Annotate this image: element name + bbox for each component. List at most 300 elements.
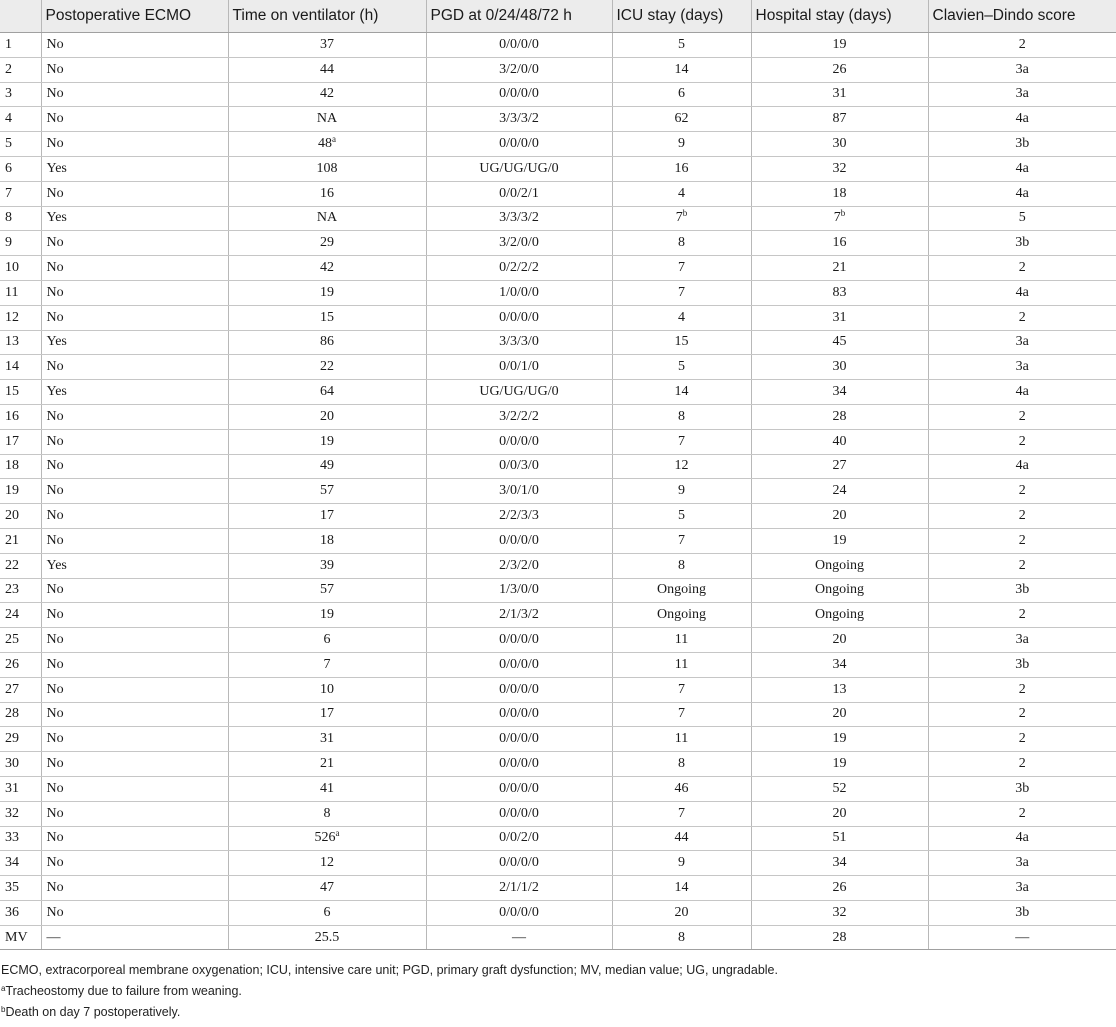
- cell-patient: [0, 801, 41, 826]
- cell-ventilator: [228, 206, 426, 231]
- cell-hospital-value: 20: [832, 508, 847, 524]
- cell-patient-value: 2: [5, 61, 12, 77]
- cell-patient-value: 18: [5, 458, 19, 474]
- cell-clavien-value: 2: [1018, 532, 1026, 548]
- cell-ecmo-value: No: [46, 632, 64, 648]
- cell-hospital-value: 34: [832, 384, 847, 400]
- cell-clavien: [928, 82, 1116, 107]
- cell-clavien-value: 2: [1018, 309, 1026, 325]
- cell-hospital-value: 40: [832, 433, 847, 449]
- cell-clavien: [928, 107, 1116, 132]
- cell-icu-value: 44: [674, 830, 689, 846]
- cell-ecmo-value: No: [46, 508, 64, 524]
- table-row: [0, 355, 1116, 380]
- cell-ecmo: [41, 454, 228, 479]
- cell-clavien-value: 5: [1018, 210, 1026, 226]
- cell-clavien: [928, 206, 1116, 231]
- cell-pgd-value: 1/0/0/0: [499, 284, 539, 300]
- cell-ecmo: [41, 702, 228, 727]
- cell-patient: [0, 702, 41, 727]
- header-icu: ICU stay (days): [612, 0, 751, 33]
- cell-icu: [612, 752, 751, 777]
- cell-clavien-value: 4a: [1015, 830, 1029, 846]
- cell-hospital-value: 27: [832, 458, 847, 474]
- cell-patient: [0, 107, 41, 132]
- cell-pgd: [426, 206, 612, 231]
- cell-icu: [612, 231, 751, 256]
- cell-pgd-value: 2/1/1/2: [499, 879, 539, 895]
- cell-hospital: [751, 280, 928, 305]
- cell-pgd: [426, 380, 612, 405]
- table-row: [0, 404, 1116, 429]
- cell-ecmo-value: Yes: [46, 334, 67, 350]
- cell-ecmo-value: No: [46, 408, 64, 424]
- cell-hospital: [751, 628, 928, 653]
- cell-clavien-value: 3b: [1015, 136, 1030, 152]
- table-row: [0, 454, 1116, 479]
- cell-patient-value: 32: [5, 805, 19, 821]
- cell-hospital-value: Ongoing: [815, 582, 864, 598]
- cell-pgd: [426, 33, 612, 58]
- cell-clavien-value: 4a: [1015, 185, 1029, 201]
- cell-clavien: [928, 628, 1116, 653]
- cell-icu: [612, 776, 751, 801]
- table-row: [0, 628, 1116, 653]
- cell-hospital: [751, 181, 928, 206]
- cell-hospital-value: 52: [832, 780, 847, 796]
- cell-pgd-value: 0/2/2/2: [499, 260, 539, 276]
- cell-icu: [612, 330, 751, 355]
- cell-icu-value: 7: [678, 681, 685, 697]
- cell-ventilator: [228, 603, 426, 628]
- cell-ventilator-value: 57: [320, 483, 334, 499]
- cell-patient: [0, 504, 41, 529]
- cell-hospital: [751, 380, 928, 405]
- cell-hospital: [751, 454, 928, 479]
- cell-clavien-value: 2: [1018, 483, 1026, 499]
- cell-patient-value: MV: [5, 929, 28, 945]
- cell-ventilator: [228, 156, 426, 181]
- cell-icu-value: 8: [678, 929, 685, 945]
- cell-icu: [612, 429, 751, 454]
- cell-pgd: [426, 677, 612, 702]
- header-patient: [0, 0, 41, 33]
- cell-icu: [612, 801, 751, 826]
- cell-icu: [612, 652, 751, 677]
- cell-hospital-value: 83: [832, 284, 847, 300]
- cell-ecmo-value: No: [46, 855, 64, 871]
- cell-ventilator-value: 22: [320, 359, 334, 375]
- cell-ecmo: [41, 33, 228, 58]
- cell-pgd-value: UG/UG/UG/0: [479, 384, 559, 400]
- cell-ventilator-value: NA: [316, 210, 338, 226]
- cell-hospital-value: 19: [832, 756, 847, 771]
- cell-ecmo: [41, 181, 228, 206]
- cell-hospital: [751, 727, 928, 752]
- cell-hospital: [751, 925, 928, 950]
- table-row: [0, 305, 1116, 330]
- cell-patient: [0, 603, 41, 628]
- cell-icu: [612, 553, 751, 578]
- cell-ventilator: [228, 504, 426, 529]
- cell-patient: [0, 628, 41, 653]
- cell-pgd: [426, 330, 612, 355]
- cell-icu: [612, 528, 751, 553]
- cell-clavien: [928, 256, 1116, 281]
- cell-clavien-value: 3a: [1015, 632, 1029, 648]
- cell-clavien-value: 2: [1018, 557, 1026, 573]
- cell-patient-value: 1: [5, 36, 12, 52]
- header-ventilator: Time on ventilator (h): [228, 0, 426, 33]
- cell-clavien: [928, 925, 1116, 950]
- cell-pgd-value: 0/0/0/0: [499, 36, 539, 52]
- cell-hospital-value: 26: [832, 61, 847, 77]
- cell-patient-value: 3: [5, 86, 12, 102]
- cell-icu-value: 7: [678, 706, 685, 722]
- cell-patient: [0, 33, 41, 58]
- cell-patient-value: 9: [5, 235, 12, 251]
- cell-ventilator-value: 64: [320, 384, 334, 400]
- cell-ecmo-value: No: [46, 656, 64, 672]
- cell-clavien-value: 2: [1018, 607, 1026, 623]
- cell-pgd-value: 0/0/0/0: [499, 632, 539, 648]
- table-row: [0, 677, 1116, 702]
- cell-clavien: [928, 156, 1116, 181]
- cell-clavien: [928, 826, 1116, 851]
- table-row: [0, 330, 1116, 355]
- cell-ventilator-value: 37: [320, 36, 334, 52]
- cell-ventilator: [228, 305, 426, 330]
- cell-ventilator: [228, 628, 426, 653]
- cell-patient: [0, 305, 41, 330]
- table-row: [0, 33, 1116, 58]
- cell-pgd-value: 2/2/3/3: [499, 508, 539, 524]
- table-row: [0, 727, 1116, 752]
- cell-clavien: [928, 231, 1116, 256]
- cell-ventilator-value: 86: [320, 334, 334, 350]
- cell-icu-value: 9: [678, 136, 685, 152]
- cell-ecmo-value: No: [46, 36, 64, 52]
- cell-ventilator-value: 42: [320, 86, 334, 102]
- cell-hospital: [751, 876, 928, 901]
- cell-clavien-value: 4a: [1015, 160, 1029, 176]
- cell-icu-value: 9: [678, 855, 685, 871]
- cell-ventilator-value: 29: [320, 235, 334, 251]
- cell-pgd: [426, 826, 612, 851]
- cell-patient-value: 4: [5, 111, 12, 127]
- cell-clavien: [928, 429, 1116, 454]
- cell-ecmo-value: No: [46, 359, 64, 375]
- cell-clavien-value: 2: [1018, 805, 1026, 821]
- cell-ecmo: [41, 876, 228, 901]
- cell-patient: [0, 82, 41, 107]
- cell-icu: [612, 355, 751, 380]
- cell-icu-value: 46: [674, 780, 689, 796]
- table-row: [0, 925, 1116, 950]
- cell-pgd-value: 0/0/0/0: [499, 433, 539, 449]
- cell-icu-value: 4: [678, 185, 685, 201]
- cell-ventilator-value: 12: [320, 855, 334, 871]
- cell-pgd: [426, 752, 612, 777]
- cell-ventilator-value: 49: [320, 458, 334, 474]
- cell-patient-value: 20: [5, 508, 19, 524]
- cell-clavien: [928, 305, 1116, 330]
- cell-hospital: [751, 33, 928, 58]
- cell-clavien-value: 3a: [1015, 855, 1029, 871]
- cell-patient: [0, 578, 41, 603]
- cell-ecmo: [41, 355, 228, 380]
- cell-ventilator: [228, 553, 426, 578]
- cell-hospital: [751, 528, 928, 553]
- cell-pgd: [426, 528, 612, 553]
- cell-ventilator: [228, 33, 426, 58]
- cell-patient: [0, 330, 41, 355]
- cell-clavien: [928, 652, 1116, 677]
- header-row: [0, 0, 1116, 33]
- cell-patient-value: 24: [5, 607, 19, 623]
- cell-ventilator: [228, 826, 426, 851]
- cell-hospital: [751, 206, 928, 231]
- cell-pgd: [426, 256, 612, 281]
- cell-hospital-value: 34: [832, 656, 847, 672]
- cell-pgd: [426, 628, 612, 653]
- cell-ventilator: [228, 404, 426, 429]
- cell-clavien-value: 3b: [1015, 904, 1030, 920]
- cell-hospital: [751, 107, 928, 132]
- cell-pgd-value: 0/0/0/0: [499, 656, 539, 672]
- cell-hospital: [751, 404, 928, 429]
- cell-icu-value: 16: [674, 160, 689, 176]
- cell-hospital: [751, 578, 928, 603]
- table-row: [0, 528, 1116, 553]
- cell-patient: [0, 429, 41, 454]
- cell-icu: [612, 404, 751, 429]
- cell-ecmo: [41, 305, 228, 330]
- cell-ventilator: [228, 752, 426, 777]
- cell-clavien: [928, 504, 1116, 529]
- footnote-a: [1, 981, 1116, 1002]
- cell-ecmo-value: Yes: [46, 557, 67, 573]
- cell-icu-value: 4: [678, 309, 685, 325]
- cell-clavien-value: 3b: [1015, 235, 1030, 251]
- cell-ecmo-value: No: [46, 681, 64, 697]
- cell-icu: [612, 82, 751, 107]
- cell-patient-value: 5: [5, 136, 12, 152]
- cell-patient-value: 23: [5, 582, 19, 598]
- cell-icu: [612, 181, 751, 206]
- cell-icu-value: 6: [678, 86, 685, 102]
- cell-pgd: [426, 454, 612, 479]
- cell-hospital-value: Ongoing: [815, 557, 864, 573]
- cell-icu: [612, 479, 751, 504]
- cell-hospital: [751, 603, 928, 628]
- cell-patient: [0, 776, 41, 801]
- cell-ecmo: [41, 206, 228, 231]
- cell-pgd-value: 3/3/3/2: [499, 210, 539, 226]
- cell-icu: [612, 305, 751, 330]
- cell-ventilator: [228, 454, 426, 479]
- cell-hospital: [751, 900, 928, 925]
- cell-icu-value: 12: [674, 458, 689, 474]
- cell-clavien: [928, 801, 1116, 826]
- cell-clavien: [928, 752, 1116, 777]
- table-row: [0, 578, 1116, 603]
- cell-icu: [612, 677, 751, 702]
- cell-ventilator-value: 42: [320, 260, 334, 276]
- cell-ecmo-value: No: [46, 86, 64, 102]
- cell-clavien-value: 2: [1018, 508, 1026, 524]
- cell-ecmo: [41, 256, 228, 281]
- table-row: [0, 82, 1116, 107]
- cell-pgd-value: 0/0/0/0: [499, 681, 539, 697]
- cell-patient: [0, 206, 41, 231]
- cell-ventilator-value: 41: [320, 780, 334, 796]
- cell-clavien: [928, 776, 1116, 801]
- cell-clavien: [928, 33, 1116, 58]
- cell-patient: [0, 57, 41, 82]
- cell-hospital: [751, 776, 928, 801]
- cell-patient-value: 29: [5, 731, 19, 747]
- cell-ventilator: [228, 578, 426, 603]
- cell-clavien-value: 2: [1018, 433, 1026, 449]
- cell-ecmo-value: No: [46, 458, 64, 474]
- cell-hospital-value: 7: [833, 210, 841, 226]
- cell-patient: [0, 256, 41, 281]
- table-row: [0, 652, 1116, 677]
- cell-ventilator-value: 15: [320, 309, 334, 325]
- cell-icu: [612, 107, 751, 132]
- cell-ventilator: [228, 925, 426, 950]
- cell-pgd-value: 0/0/2/1: [499, 185, 539, 201]
- cell-clavien-value: 2: [1018, 408, 1026, 424]
- cell-ventilator: [228, 801, 426, 826]
- cell-ecmo: [41, 479, 228, 504]
- cell-ecmo: [41, 851, 228, 876]
- cell-patient-value: 15: [5, 384, 19, 400]
- cell-hospital-value: 45: [832, 334, 847, 350]
- table-row: [0, 380, 1116, 405]
- table-row: [0, 156, 1116, 181]
- cell-pgd-value: 0/0/0/0: [499, 309, 539, 325]
- cell-ecmo-value: No: [46, 532, 64, 548]
- cell-ecmo: [41, 107, 228, 132]
- cell-pgd: [426, 404, 612, 429]
- cell-icu: [612, 454, 751, 479]
- cell-patient-value: 27: [5, 681, 19, 697]
- cell-icu-value: 5: [678, 359, 685, 375]
- cell-clavien-value: 4a: [1015, 458, 1029, 474]
- cell-ecmo: [41, 231, 228, 256]
- cell-patient-value: 33: [5, 830, 19, 846]
- cell-hospital-value: 32: [832, 904, 847, 920]
- cell-patient-value: 22: [5, 557, 19, 573]
- cell-ecmo-value: No: [46, 235, 64, 251]
- cell-icu-value: 9: [678, 483, 685, 499]
- cell-ventilator: [228, 702, 426, 727]
- cell-pgd-value: 0/0/0/0: [499, 136, 539, 152]
- cell-ecmo-value: No: [46, 780, 64, 796]
- cell-icu-value: 8: [678, 557, 685, 573]
- cell-hospital: [751, 553, 928, 578]
- cell-patient: [0, 454, 41, 479]
- cell-icu-value: 11: [674, 632, 689, 648]
- cell-ventilator: [228, 107, 426, 132]
- cell-clavien-value: 2: [1018, 706, 1026, 722]
- cell-icu-value: 11: [674, 731, 689, 747]
- cell-patient: [0, 826, 41, 851]
- cell-ventilator: [228, 57, 426, 82]
- cell-pgd-value: 3/0/1/0: [499, 483, 539, 499]
- cell-ventilator: [228, 900, 426, 925]
- cell-icu: [612, 380, 751, 405]
- cell-pgd-value: 0/0/0/0: [499, 731, 539, 747]
- cell-hospital: [751, 355, 928, 380]
- cell-ventilator: [228, 132, 426, 157]
- cell-icu-value: 14: [674, 384, 689, 400]
- cell-pgd-value: 3/2/0/0: [499, 235, 539, 251]
- cell-clavien-value: 3a: [1015, 334, 1029, 350]
- cell-pgd-value: 0/0/0/0: [499, 706, 539, 722]
- cell-pgd-value: 0/0/0/0: [499, 780, 539, 796]
- cell-ventilator-value: 19: [320, 607, 334, 623]
- cell-icu: [612, 57, 751, 82]
- cell-ecmo: [41, 504, 228, 529]
- cell-pgd-value: 0/0/0/0: [499, 855, 539, 871]
- cell-ventilator-value: 25.5: [314, 929, 340, 945]
- cell-icu-value: 14: [674, 61, 689, 77]
- cell-icu: [612, 876, 751, 901]
- cell-patient: [0, 677, 41, 702]
- cell-clavien-value: 3b: [1015, 656, 1030, 672]
- cell-ventilator: [228, 429, 426, 454]
- cell-hospital-value: 16: [832, 235, 847, 251]
- cell-ventilator-value: 39: [320, 557, 334, 573]
- cell-ecmo: [41, 826, 228, 851]
- cell-hospital-value: 20: [832, 706, 847, 722]
- cell-ecmo: [41, 752, 228, 777]
- cell-ecmo-value: No: [46, 185, 64, 201]
- cell-ecmo: [41, 404, 228, 429]
- cell-pgd: [426, 578, 612, 603]
- cell-hospital-value: 20: [832, 805, 847, 821]
- cell-ventilator: [228, 280, 426, 305]
- cell-hospital: [751, 132, 928, 157]
- cell-pgd-value: 0/0/3/0: [499, 458, 539, 474]
- cell-ecmo-value: No: [46, 756, 64, 771]
- cell-hospital: [751, 479, 928, 504]
- cell-clavien: [928, 528, 1116, 553]
- cell-pgd-value: 2/1/3/2: [499, 607, 539, 623]
- cell-ecmo-value: No: [46, 136, 64, 152]
- table-row: [0, 256, 1116, 281]
- cell-ecmo-value: No: [46, 111, 64, 127]
- cell-icu-value: Ongoing: [657, 582, 706, 598]
- cell-ecmo-value: No: [46, 607, 64, 623]
- cell-patient-value: 31: [5, 780, 19, 796]
- cell-clavien-value: 3b: [1015, 780, 1030, 796]
- cell-clavien-value: 2: [1018, 731, 1026, 747]
- cell-pgd: [426, 776, 612, 801]
- cell-clavien-value: 3a: [1015, 879, 1029, 895]
- cell-pgd: [426, 107, 612, 132]
- table-footnotes: [0, 960, 1116, 1023]
- cell-patient-value: 7: [5, 185, 12, 201]
- cell-ecmo-value: Yes: [46, 384, 67, 400]
- cell-hospital-value: 24: [832, 483, 847, 499]
- cell-ecmo: [41, 82, 228, 107]
- cell-pgd: [426, 305, 612, 330]
- cell-ecmo: [41, 727, 228, 752]
